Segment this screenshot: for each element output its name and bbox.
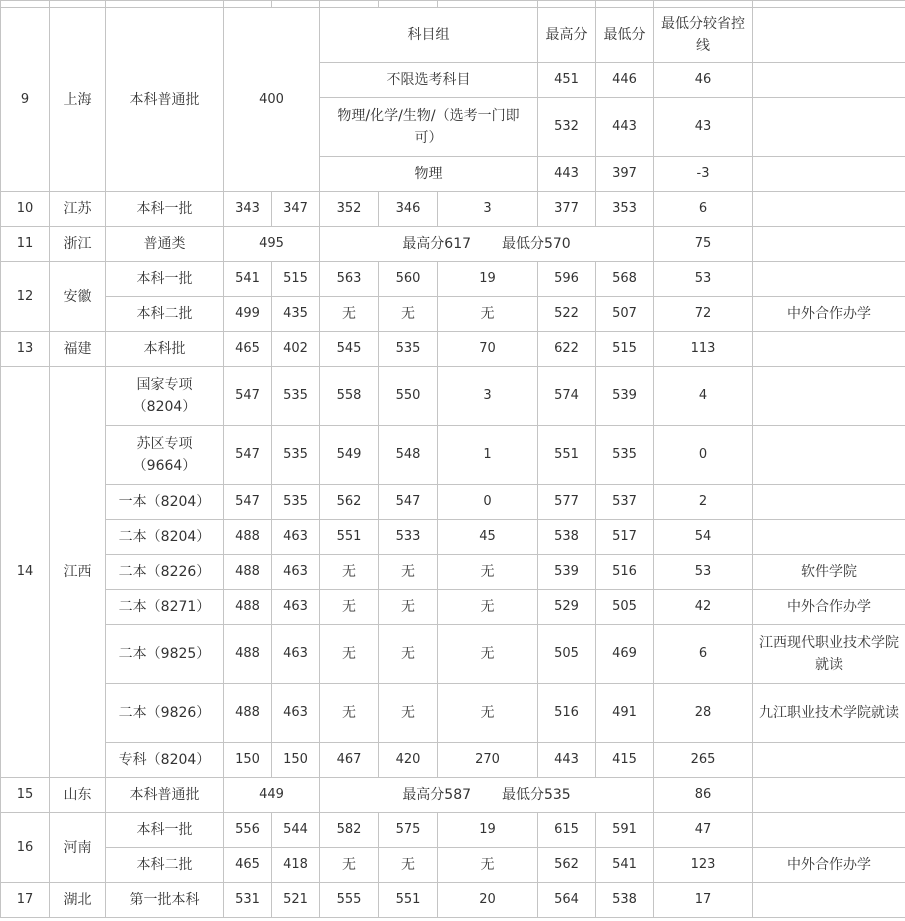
score-cell: 465 [224,332,272,367]
score-cell: 547 [224,367,272,426]
table-row [1,813,905,848]
table-cell [596,1,654,8]
batch-cell: 普通类 [106,227,224,262]
province-cell: 江苏 [50,192,106,227]
score-cell: 343 [224,192,272,227]
score-cell: 无 [379,590,438,625]
score-cell: 547 [224,426,272,485]
score-cell: 547 [379,485,438,520]
row-number: 16 [1,813,50,883]
score-cell: 563 [320,262,379,297]
min-score-cell: 537 [596,485,654,520]
min-score-cell: 505 [596,590,654,625]
min-score-cell: 446 [596,63,654,98]
batch-cell: 本科普通批 [106,8,224,192]
score-cell: 560 [379,262,438,297]
note-cell [753,485,905,520]
table-cell [438,1,538,8]
table-row [1,848,905,883]
table-row [1,262,905,297]
diff-cell: 123 [654,848,753,883]
score-cell: 无 [320,590,379,625]
control-line-cell: 400 [224,8,320,192]
score-cell: 488 [224,684,272,743]
score-cell: 535 [379,332,438,367]
score-cell: 无 [320,684,379,743]
score-summary-cell [320,227,654,262]
diff-cell: 4 [654,367,753,426]
note-cell: 九江职业技术学院就读 [753,684,905,743]
diff-cell: 6 [654,192,753,227]
score-cell: 19 [438,813,538,848]
score-cell: 无 [438,297,538,332]
table-row [1,227,905,262]
subject-group-header: 科目组 [320,8,538,63]
table-cell [538,1,596,8]
note-cell [753,367,905,426]
score-cell: 515 [272,262,320,297]
table-cell [753,1,905,8]
table-row [1,332,905,367]
diff-cell: 42 [654,590,753,625]
table-row [1,590,905,625]
max-score-cell: 529 [538,590,596,625]
diff-cell: 113 [654,332,753,367]
batch-cell: 二本（8226） [106,555,224,590]
score-cell: 550 [379,367,438,426]
province-cell: 浙江 [50,227,106,262]
province-cell: 山东 [50,778,106,813]
score-cell: 555 [320,883,379,918]
province-cell: 上海 [50,8,106,192]
diff-cell: 75 [654,227,753,262]
min-score-cell: 469 [596,625,654,684]
min-score-cell: 507 [596,297,654,332]
score-cell: 19 [438,262,538,297]
score-cell: 541 [224,262,272,297]
score-cell: 463 [272,684,320,743]
row-number: 15 [1,778,50,813]
score-cell: 521 [272,883,320,918]
row-number: 17 [1,883,50,918]
note-cell: 中外合作办学 [753,590,905,625]
score-cell: 582 [320,813,379,848]
diff-cell: 54 [654,520,753,555]
table-row [1,555,905,590]
table-cell [379,1,438,8]
score-cell: 无 [320,625,379,684]
table-cell [654,1,753,8]
score-cell: 无 [379,625,438,684]
max-score-cell: 562 [538,848,596,883]
batch-cell: 本科二批 [106,848,224,883]
batch-cell: 本科普通批 [106,778,224,813]
batch-cell: 国家专项（8204） [106,367,224,426]
summary-min: 最低分535 [501,787,571,803]
note-cell [753,227,905,262]
max-score-cell: 516 [538,684,596,743]
row-number: 11 [1,227,50,262]
summary-max: 最高分617 [402,236,472,252]
diff-cell: 53 [654,262,753,297]
max-score-cell: 615 [538,813,596,848]
score-cell: 418 [272,848,320,883]
table-cell [272,1,320,8]
score-cell: 562 [320,485,379,520]
row-number: 10 [1,192,50,227]
note-cell: 软件学院 [753,555,905,590]
score-cell: 535 [272,367,320,426]
score-cell: 无 [438,590,538,625]
row-number: 13 [1,332,50,367]
max-score-cell: 596 [538,262,596,297]
score-cell: 551 [320,520,379,555]
batch-cell: 二本（9826） [106,684,224,743]
note-cell [753,98,905,157]
score-cell: 499 [224,297,272,332]
batch-cell: 专科（8204） [106,743,224,778]
max-score-cell: 443 [538,743,596,778]
score-cell: 547 [224,485,272,520]
score-cell: 544 [272,813,320,848]
row-number: 14 [1,367,50,778]
row-number: 12 [1,262,50,332]
note-cell [753,813,905,848]
min-score-cell: 517 [596,520,654,555]
max-score-cell: 622 [538,332,596,367]
subject-group-cell: 物理/化学/生物/（选考一门即可） [320,98,538,157]
min-score-cell: 541 [596,848,654,883]
table-row [1,297,905,332]
max-score-cell: 505 [538,625,596,684]
score-cell: 无 [320,848,379,883]
max-score-cell: 532 [538,98,596,157]
max-score-cell: 443 [538,157,596,192]
score-cell: 无 [379,848,438,883]
max-score-cell: 551 [538,426,596,485]
province-cell: 福建 [50,332,106,367]
min-score-cell: 538 [596,883,654,918]
score-cell: 70 [438,332,538,367]
diff-cell: 86 [654,778,753,813]
subject-group-cell: 不限选考科目 [320,63,538,98]
note-cell [753,520,905,555]
batch-cell: 本科二批 [106,297,224,332]
score-cell: 545 [320,332,379,367]
diff-cell: 265 [654,743,753,778]
note-cell [753,157,905,192]
note-cell [753,778,905,813]
min-score-cell: 516 [596,555,654,590]
score-cell: 3 [438,367,538,426]
max-score-cell: 577 [538,485,596,520]
score-cell: 无 [320,555,379,590]
score-cell: 463 [272,520,320,555]
batch-cell: 二本（8271） [106,590,224,625]
score-cell: 无 [379,555,438,590]
min-over-line-header: 最低分较省控线 [654,8,753,63]
batch-cell: 一本（8204） [106,485,224,520]
note-cell: 中外合作办学 [753,848,905,883]
batch-cell: 二本（9825） [106,625,224,684]
note-cell [753,426,905,485]
table-row [1,684,905,743]
min-score-cell: 568 [596,262,654,297]
max-score-header: 最高分 [538,8,596,63]
province-cell: 河南 [50,813,106,883]
score-cell: 270 [438,743,538,778]
control-line-cell: 449 [224,778,320,813]
province-cell: 湖北 [50,883,106,918]
score-cell: 548 [379,426,438,485]
diff-cell: 47 [654,813,753,848]
table-row [1,192,905,227]
score-cell: 无 [438,684,538,743]
max-score-cell: 377 [538,192,596,227]
score-cell: 347 [272,192,320,227]
min-score-cell: 491 [596,684,654,743]
score-cell: 无 [320,297,379,332]
score-cell: 150 [272,743,320,778]
score-cell: 488 [224,625,272,684]
batch-cell: 二本（8204） [106,520,224,555]
score-cell: 无 [379,684,438,743]
table-row [1,625,905,684]
province-cell: 江西 [50,367,106,778]
table-row [1,367,905,426]
min-score-cell: 415 [596,743,654,778]
table-cell [224,1,272,8]
table-cell [106,1,224,8]
batch-cell: 本科批 [106,332,224,367]
note-cell [753,8,905,63]
score-cell: 45 [438,520,538,555]
summary-max: 最高分587 [402,787,472,803]
note-cell [753,262,905,297]
score-cell: 575 [379,813,438,848]
score-cell: 556 [224,813,272,848]
batch-cell: 第一批本科 [106,883,224,918]
diff-cell: -3 [654,157,753,192]
score-cell: 20 [438,883,538,918]
subject-group-cell: 物理 [320,157,538,192]
score-cell: 549 [320,426,379,485]
max-score-cell: 522 [538,297,596,332]
province-cell: 安徽 [50,262,106,332]
note-cell [753,63,905,98]
score-cell: 402 [272,332,320,367]
max-score-cell: 538 [538,520,596,555]
row-number: 9 [1,8,50,192]
diff-cell: 17 [654,883,753,918]
min-score-cell: 591 [596,813,654,848]
score-cell: 3 [438,192,538,227]
max-score-cell: 564 [538,883,596,918]
score-cell: 551 [379,883,438,918]
max-score-cell: 451 [538,63,596,98]
max-score-cell: 539 [538,555,596,590]
note-cell: 江西现代职业技术学院就读 [753,625,905,684]
score-cell: 150 [224,743,272,778]
score-cell: 467 [320,743,379,778]
note-cell [753,332,905,367]
min-score-cell: 397 [596,157,654,192]
max-score-cell: 574 [538,367,596,426]
score-cell: 488 [224,555,272,590]
diff-cell: 53 [654,555,753,590]
score-cell: 346 [379,192,438,227]
table-cell [320,1,379,8]
table-row [1,778,905,813]
score-cell: 531 [224,883,272,918]
table-cell [50,1,106,8]
score-summary-cell [320,778,654,813]
table-row [1,8,905,63]
score-cell: 463 [272,555,320,590]
table-row [1,1,905,8]
table-cell [1,1,50,8]
batch-cell: 本科一批 [106,813,224,848]
score-cell: 463 [272,625,320,684]
batch-cell: 本科一批 [106,262,224,297]
score-cell: 无 [438,625,538,684]
score-cell: 0 [438,485,538,520]
batch-cell: 苏区专项（9664） [106,426,224,485]
diff-cell: 43 [654,98,753,157]
table-row [1,426,905,485]
score-cell: 352 [320,192,379,227]
score-cell: 420 [379,743,438,778]
summary-min: 最低分570 [501,236,571,252]
note-cell [753,743,905,778]
control-line-cell: 495 [224,227,320,262]
note-cell [753,883,905,918]
score-cell: 无 [438,848,538,883]
min-score-cell: 535 [596,426,654,485]
score-cell: 488 [224,520,272,555]
min-score-cell: 515 [596,332,654,367]
min-score-cell: 539 [596,367,654,426]
score-cell: 1 [438,426,538,485]
diff-cell: 2 [654,485,753,520]
min-score-header: 最低分 [596,8,654,63]
score-cell: 533 [379,520,438,555]
note-cell [753,192,905,227]
table-row [1,485,905,520]
diff-cell: 6 [654,625,753,684]
min-score-cell: 353 [596,192,654,227]
score-cell: 无 [438,555,538,590]
table-row [1,883,905,918]
score-cell: 463 [272,590,320,625]
table-row [1,520,905,555]
score-cell: 无 [379,297,438,332]
diff-cell: 0 [654,426,753,485]
diff-cell: 72 [654,297,753,332]
score-cell: 435 [272,297,320,332]
diff-cell: 46 [654,63,753,98]
note-cell: 中外合作办学 [753,297,905,332]
diff-cell: 28 [654,684,753,743]
min-score-cell: 443 [596,98,654,157]
table-row [1,743,905,778]
score-cell: 488 [224,590,272,625]
batch-cell: 本科一批 [106,192,224,227]
score-cell: 558 [320,367,379,426]
score-cell: 465 [224,848,272,883]
score-cell: 535 [272,485,320,520]
score-cell: 535 [272,426,320,485]
